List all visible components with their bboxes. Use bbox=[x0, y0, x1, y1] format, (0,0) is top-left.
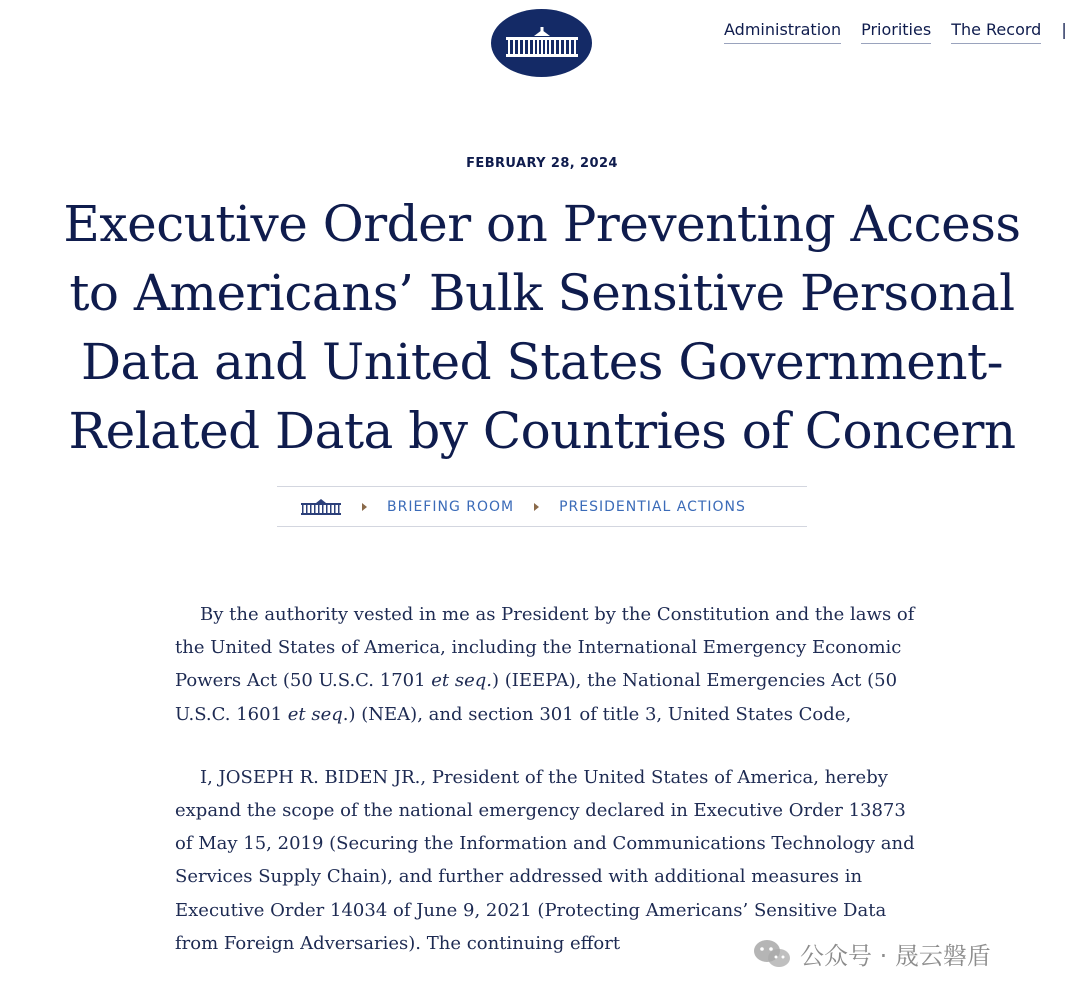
white-house-icon bbox=[502, 26, 582, 60]
watermark bbox=[752, 936, 991, 971]
nav-administration[interactable]: Administration bbox=[724, 20, 841, 44]
wechat-icon bbox=[752, 938, 792, 970]
nav-priorities[interactable]: Priorities bbox=[861, 20, 931, 44]
title-line-1: Executive Order on Preventing Access bbox=[63, 195, 1021, 253]
breadcrumb bbox=[277, 486, 807, 527]
main-nav bbox=[724, 20, 1065, 44]
nav-truncated-item[interactable]: | bbox=[1061, 20, 1067, 39]
page-title bbox=[30, 190, 1054, 466]
watermark-text: 公众号 · 晟云磐盾 bbox=[800, 942, 991, 970]
breadcrumb-presidential-actions[interactable]: PRESIDENTIAL ACTIONS bbox=[559, 498, 746, 515]
publish-date: FEBRUARY 28, 2024 bbox=[466, 156, 618, 171]
title-line-2: to Americans’ Bulk Sensitive Personal bbox=[69, 264, 1015, 322]
breadcrumb-separator-icon bbox=[534, 503, 539, 511]
article-paragraph-1: By the authority vested in me as President by the Constitution and the laws of the United States of America, including the International Emergency Economic Powers Act (50 U.S.C. 1701 et seq.) (IEEPA), the National Emergencies Act (50 U.S.C. 1601 et seq.) (NEA), and section 301 of title 3, United States Code, bbox=[175, 604, 915, 725]
breadcrumb-home[interactable] bbox=[300, 498, 342, 516]
title-line-3: Data and United States Government- bbox=[80, 333, 1004, 391]
nav-the-record[interactable]: The Record bbox=[951, 20, 1041, 44]
article-paragraph-2: I, JOSEPH R. BIDEN JR., President of the United States of America, hereby expand the scope of the national emergency declared in Executive Order 13873 of May 15, 2019 (Securing the Information and Communications Technology and Services Supply Chain), and further addressed with additional measures in Executive Order 14034 of June 9, 2021 (Protecting Americans’ Sensitive Data from Foreign Adversaries). The continuing effort bbox=[175, 766, 915, 954]
white-house-icon bbox=[300, 498, 342, 516]
breadcrumb-separator-icon bbox=[362, 503, 367, 511]
breadcrumb-briefing-room[interactable]: BRIEFING ROOM bbox=[387, 498, 515, 515]
white-house-logo[interactable] bbox=[491, 9, 592, 77]
article-body bbox=[175, 598, 915, 990]
title-line-4: Related Data by Countries of Concern bbox=[68, 402, 1016, 460]
